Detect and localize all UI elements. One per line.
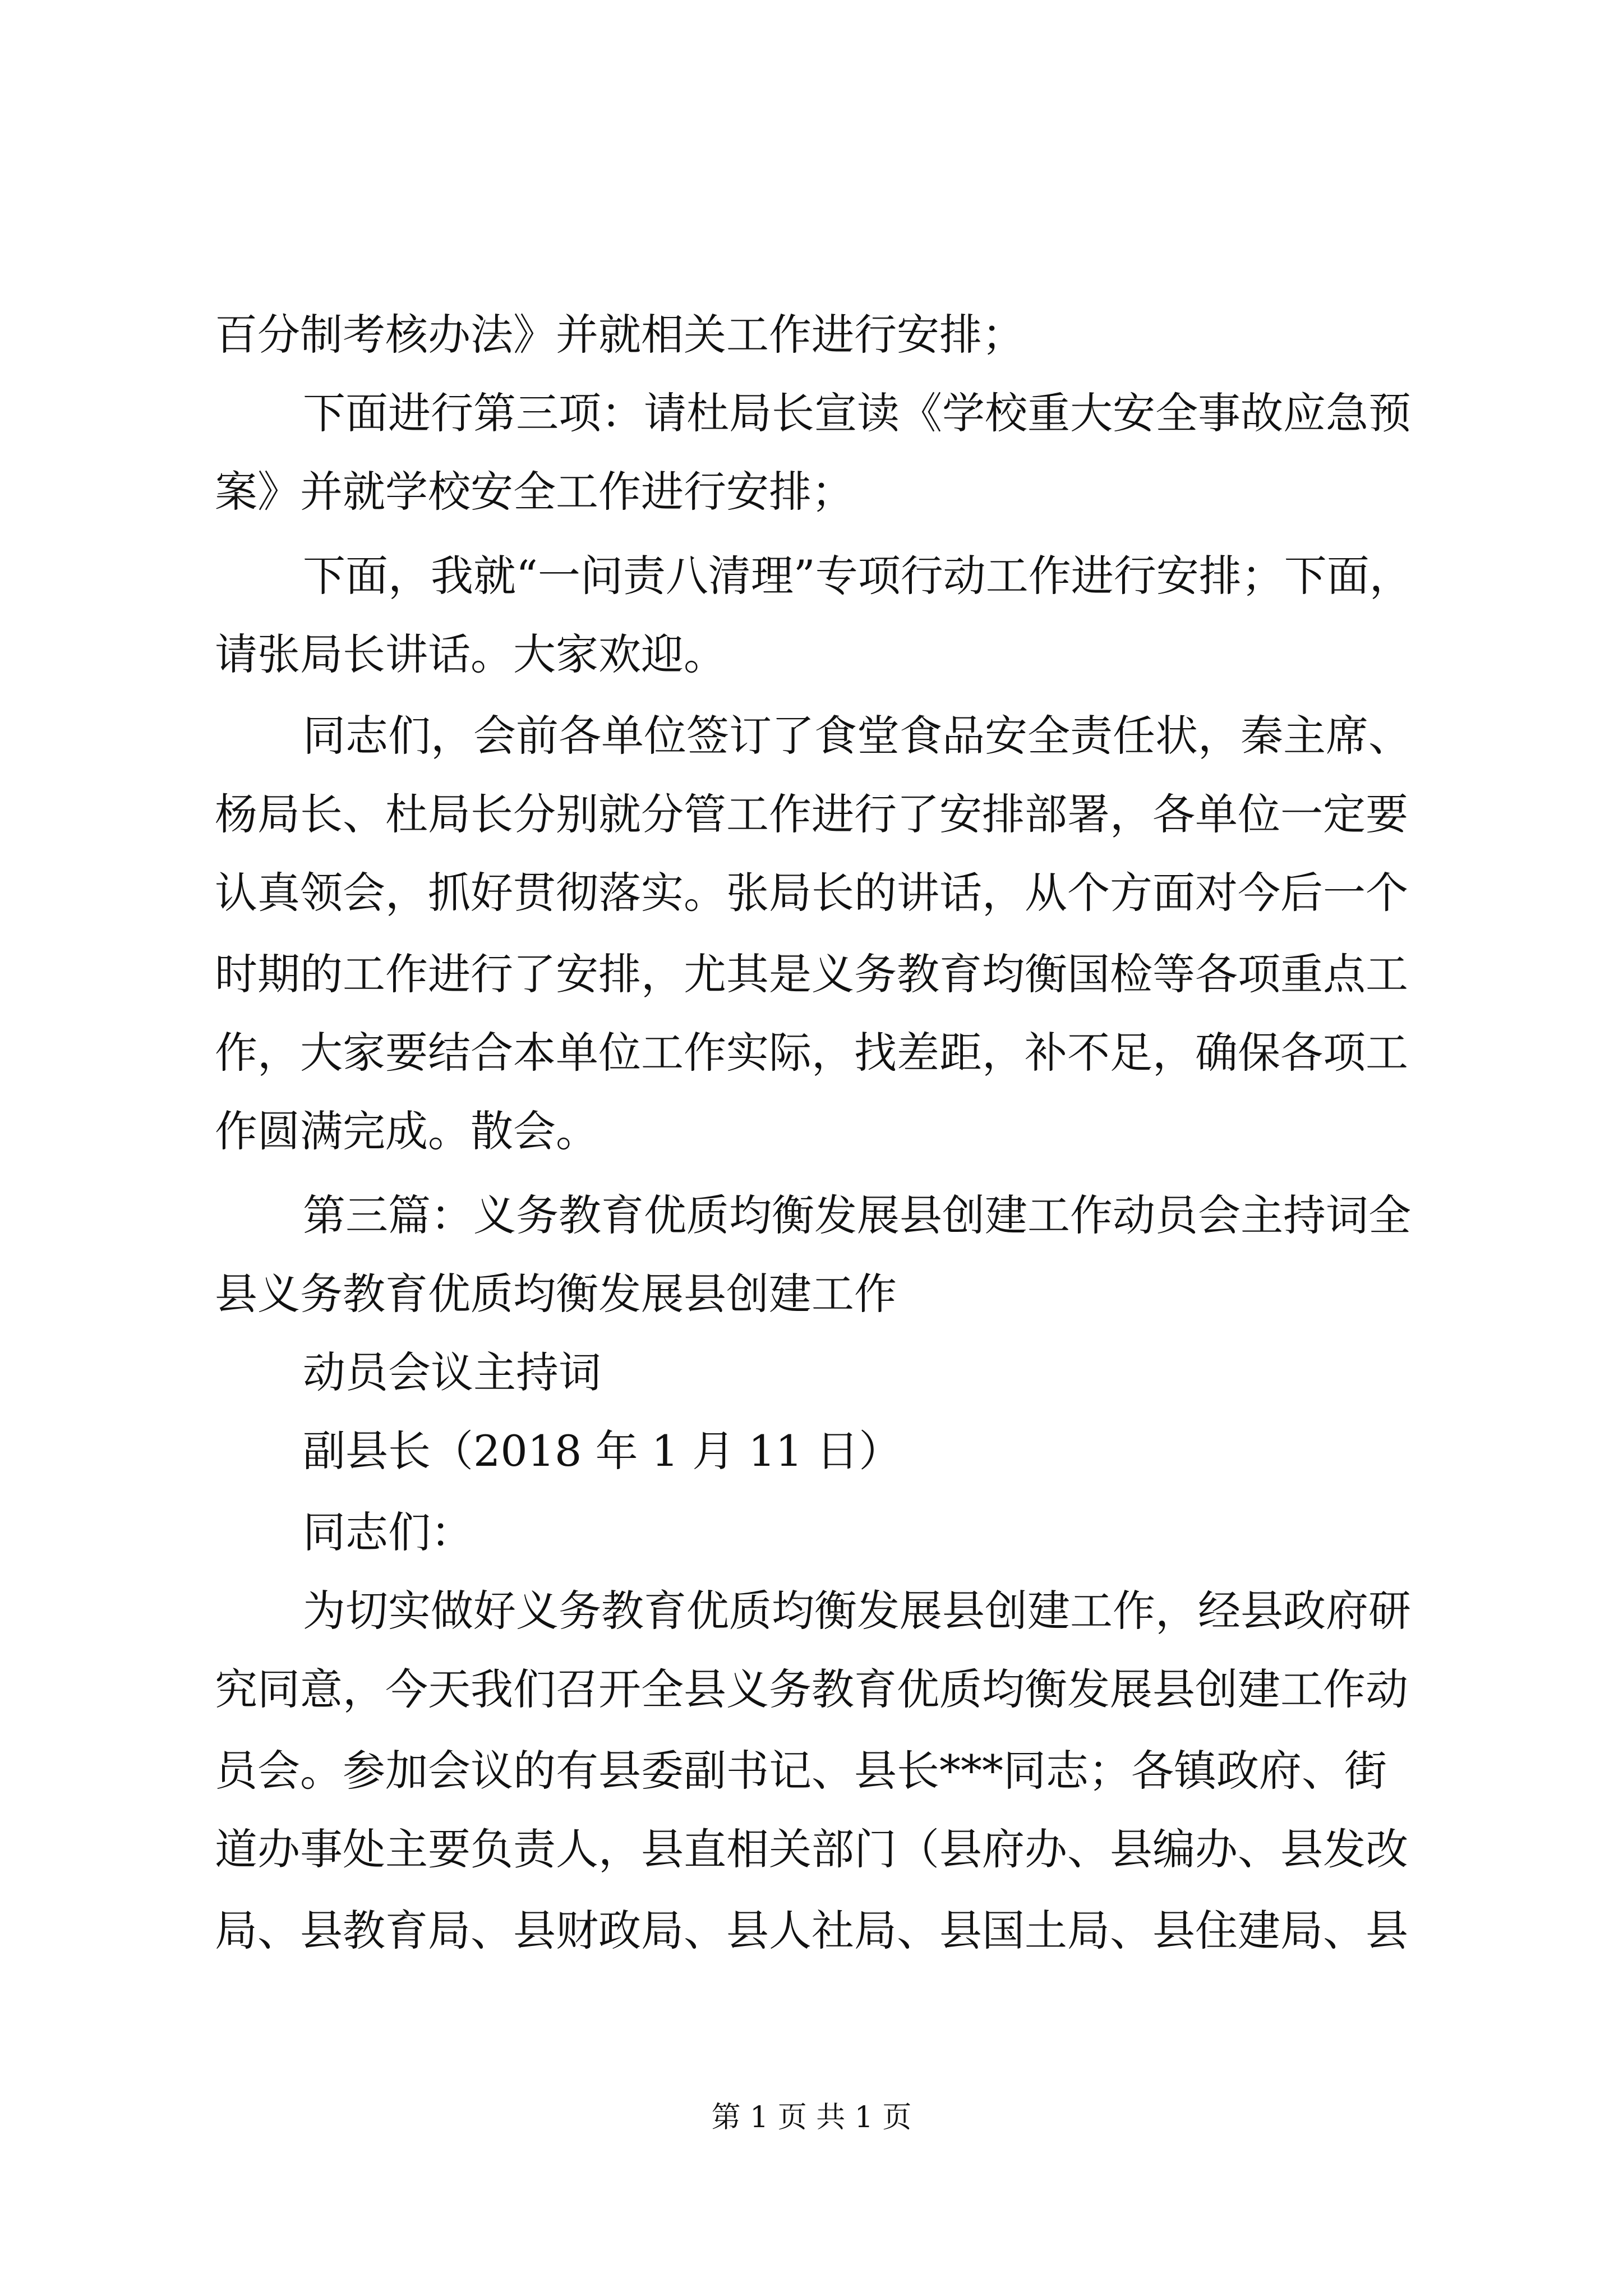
text-line: 作圆满完成。散会。: [215, 1106, 598, 1156]
text-line: 杨局长、杜局长分别就分管工作进行了安排部署，各单位一定要: [215, 789, 1408, 839]
text-line: 局、县教育局、县财政局、县人社局、县国土局、县住建局、县: [215, 1906, 1408, 1955]
text-line: 下面，我就“一问责八清理”专项行动工作进行安排；下面，: [303, 551, 1412, 601]
text-line: 员会。参加会议的有县委副书记、县长***同志；各镇政府、街: [215, 1746, 1387, 1796]
text-line: 道办事处主要负责人，县直相关部门（县府办、县编办、县发改: [215, 1824, 1408, 1874]
text-line: 同志们，会前各单位签订了食堂食品安全责任状，秦主席、: [303, 711, 1411, 761]
byline: 副县长（2018 年 1 月 11 日）: [303, 1426, 902, 1476]
text-line: 案》并就学校安全工作进行安排；: [215, 467, 854, 517]
section-heading: 县义务教育优质均衡发展县创建工作: [215, 1269, 897, 1319]
text-line: 时期的工作进行了安排，尤其是义务教育均衡国检等各项重点工: [215, 949, 1408, 999]
text-line: 为切实做好义务教育优质均衡发展县创建工作，经县政府研: [303, 1586, 1411, 1636]
subtitle: 动员会议主持词: [303, 1347, 601, 1397]
text-line: 百分制考核办法》并就相关工作进行安排；: [215, 310, 1025, 360]
page-footer: 第 1 页 共 1 页: [711, 2101, 912, 2134]
salutation: 同志们：: [303, 1507, 473, 1557]
text-line: 认真领会，抓好贯彻落实。张局长的讲话，从个方面对今后一个: [215, 868, 1408, 918]
text-line: 下面进行第三项：请杜局长宣读《学校重大安全事故应急预: [303, 388, 1411, 438]
text-line: 请张局长讲话。大家欢迎。: [215, 629, 726, 679]
text-line: 究同意，今天我们召开全县义务教育优质均衡发展县创建工作动: [215, 1664, 1408, 1714]
text-line: 作，大家要结合本单位工作实际，找差距，补不足，确保各项工: [215, 1028, 1408, 1078]
section-heading: 第三篇：义务教育优质均衡发展县创建工作动员会主持词全: [303, 1190, 1411, 1240]
